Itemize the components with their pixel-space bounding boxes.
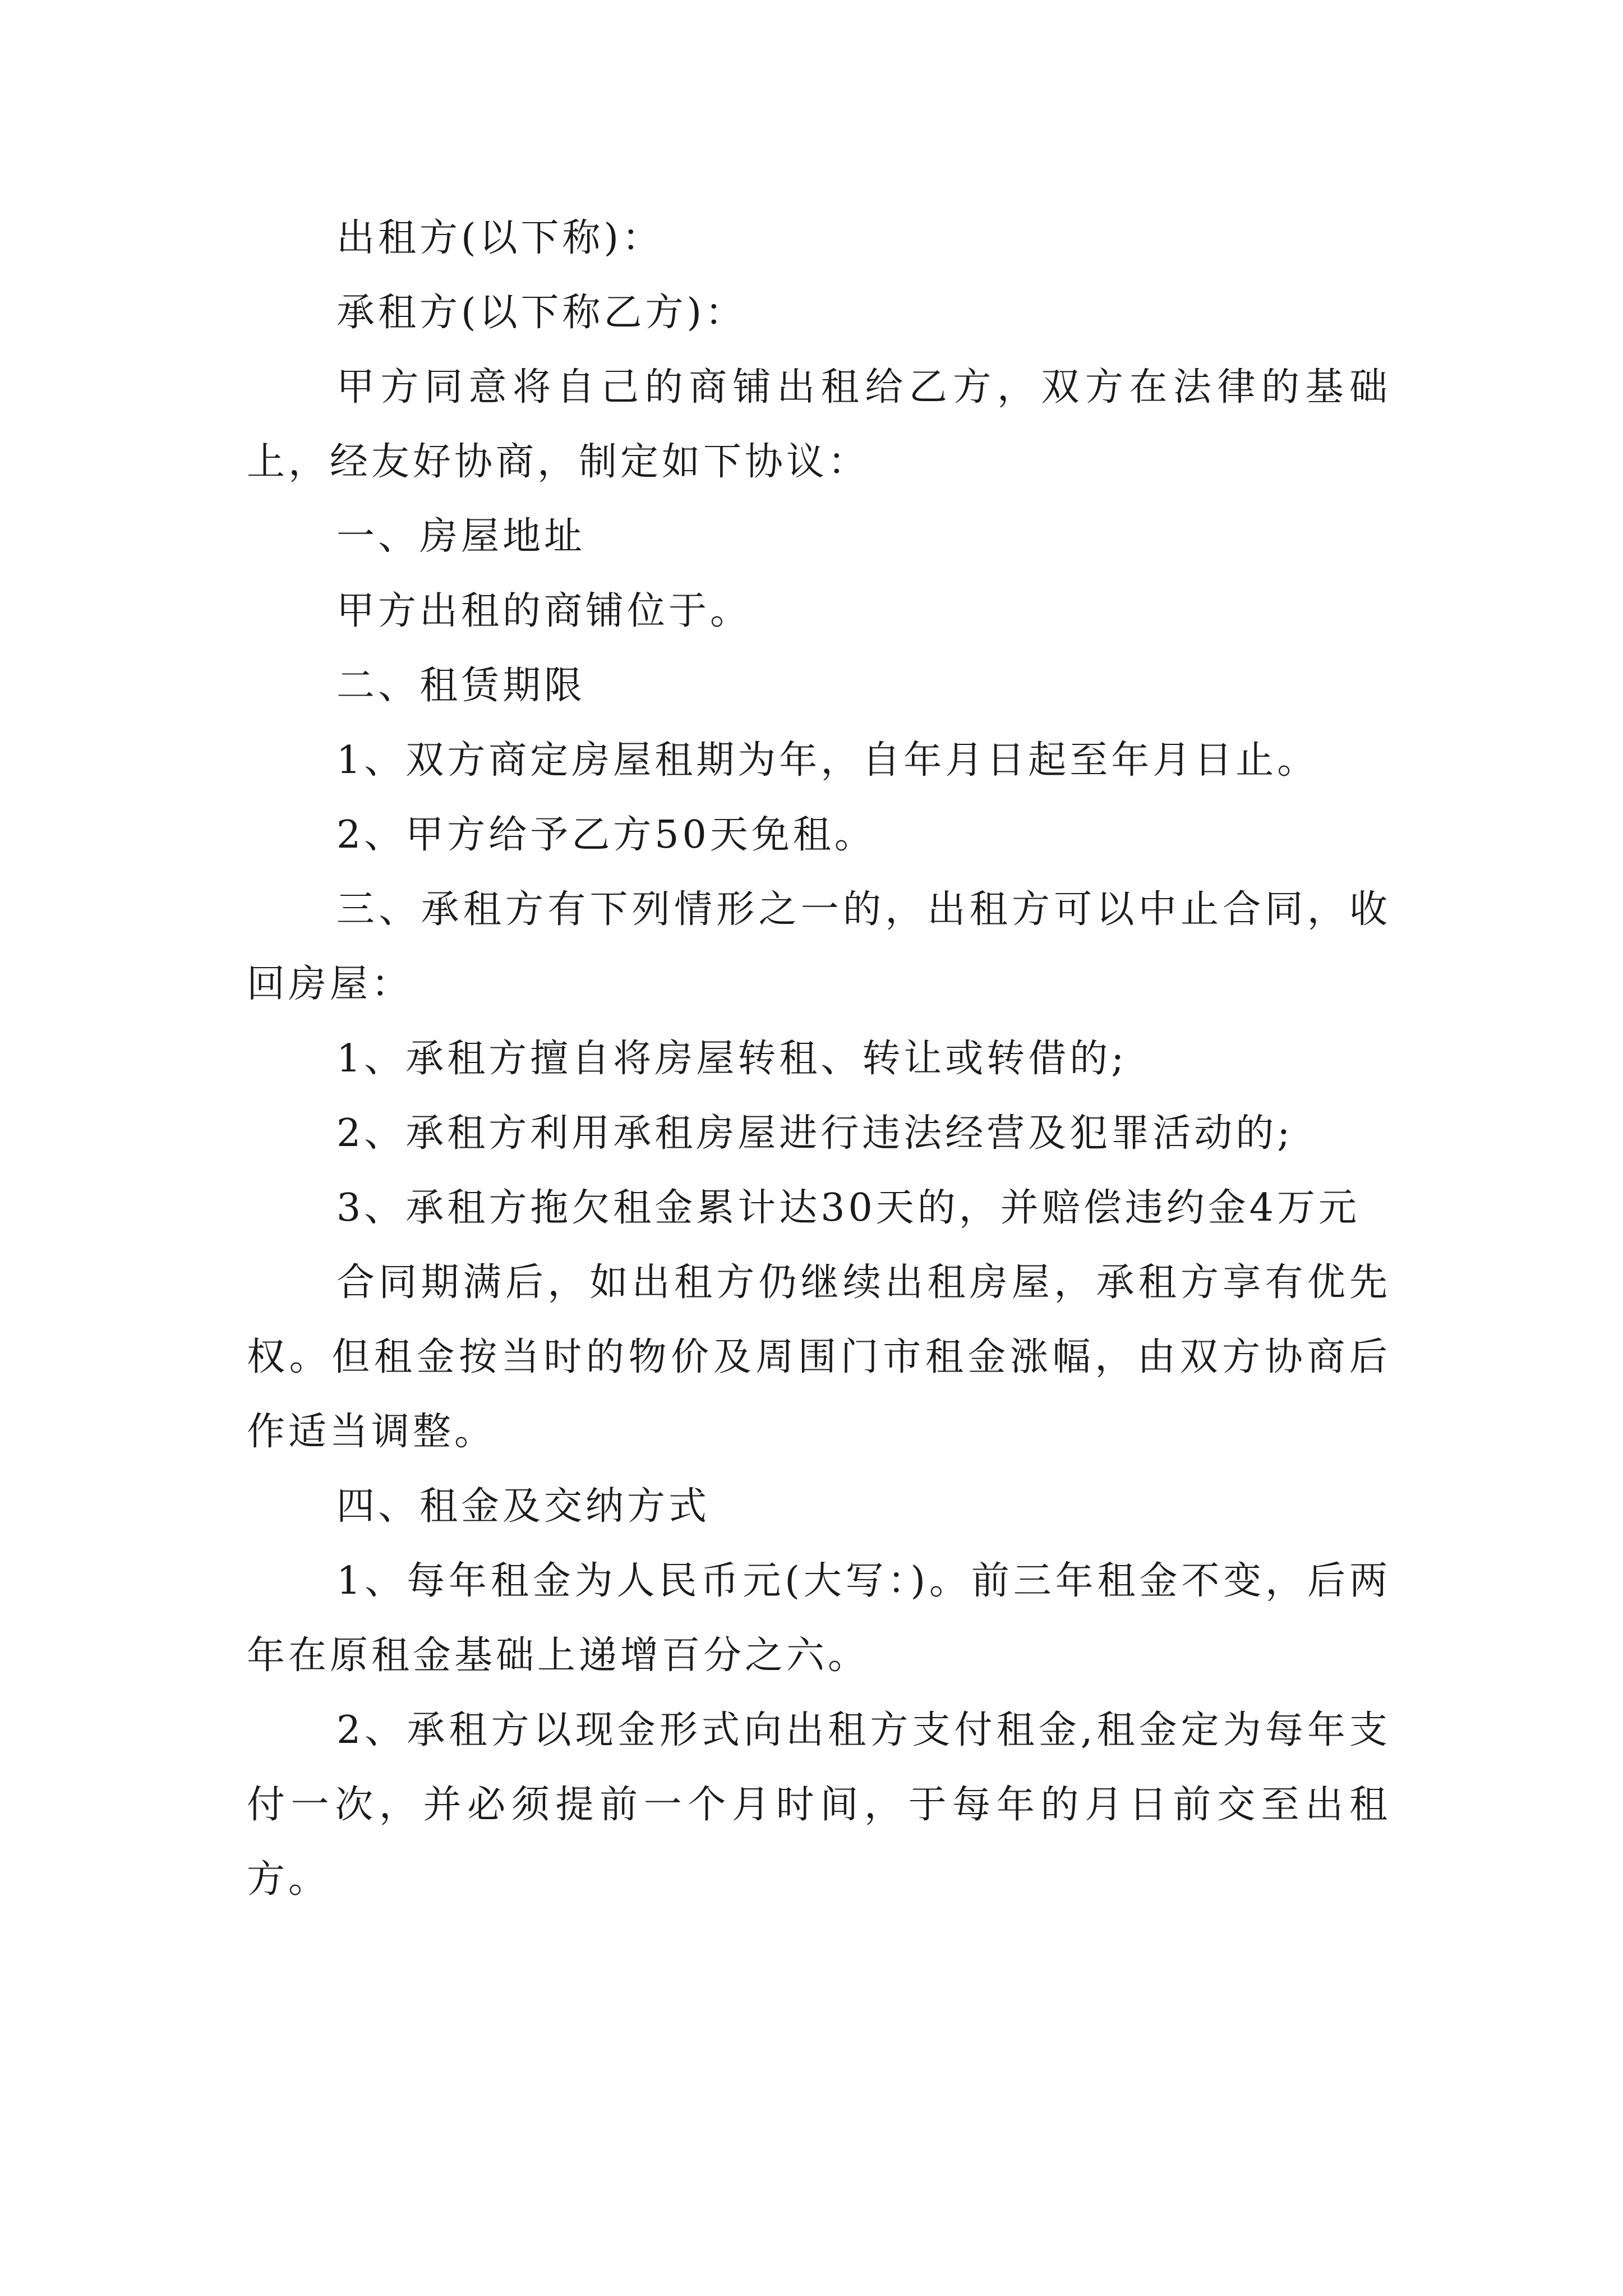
section-heading-termination: 三、承租方有下列情形之一的，出租方可以中止合同，收回房屋： bbox=[247, 887, 1391, 1006]
paragraph-rent-1: 1、每年租金为人民币元(大写：)。前三年租金不变，后两年在原租金基础上递增百分之六。 bbox=[247, 1559, 1391, 1678]
paragraph-termination-1: 1、承租方擅自将房屋转租、转让或转借的; bbox=[336, 1037, 1128, 1081]
paragraph-address: 甲方出租的商铺位于。 bbox=[336, 589, 752, 633]
document-body bbox=[247, 201, 1391, 1917]
paragraph-lessee: 承租方(以下称乙方)： bbox=[336, 291, 747, 335]
paragraph-term-1: 1、双方商定房屋租期为年，自年月日起至年月日止。 bbox=[336, 738, 1319, 783]
paragraph-termination-3: 3、承租方拖欠租金累计达30天的，并赔偿违约金4万元 bbox=[336, 1186, 1361, 1230]
paragraph-renewal: 合同期满后，如出租方仍继续出租房屋，承租方享有优先权。但租金按当时的物价及周围门市租金涨幅，由双方协商后作适当调整。 bbox=[247, 1260, 1391, 1454]
section-heading-rent: 四、租金及交纳方式 bbox=[336, 1484, 711, 1529]
section-heading-address: 一、房屋地址 bbox=[336, 514, 586, 559]
paragraph-lessor: 出租方(以下称)： bbox=[336, 216, 664, 260]
paragraph-agreement-intro: 甲方同意将自己的商铺出租给乙方，双方在法律的基础上，经友好协商，制定如下协议： bbox=[247, 365, 1391, 484]
paragraph-term-2: 2、甲方给予乙方50天免租。 bbox=[336, 813, 876, 857]
section-heading-term: 二、租赁期限 bbox=[336, 664, 586, 708]
paragraph-rent-2: 2、承租方以现金形式向出租方支付租金,租金定为每年支付一次，并必须提前一个月时间，于每年的月日前交至出租方。 bbox=[247, 1708, 1391, 1902]
paragraph-termination-2: 2、承租方利用承租房屋进行违法经营及犯罪活动的; bbox=[336, 1111, 1294, 1156]
